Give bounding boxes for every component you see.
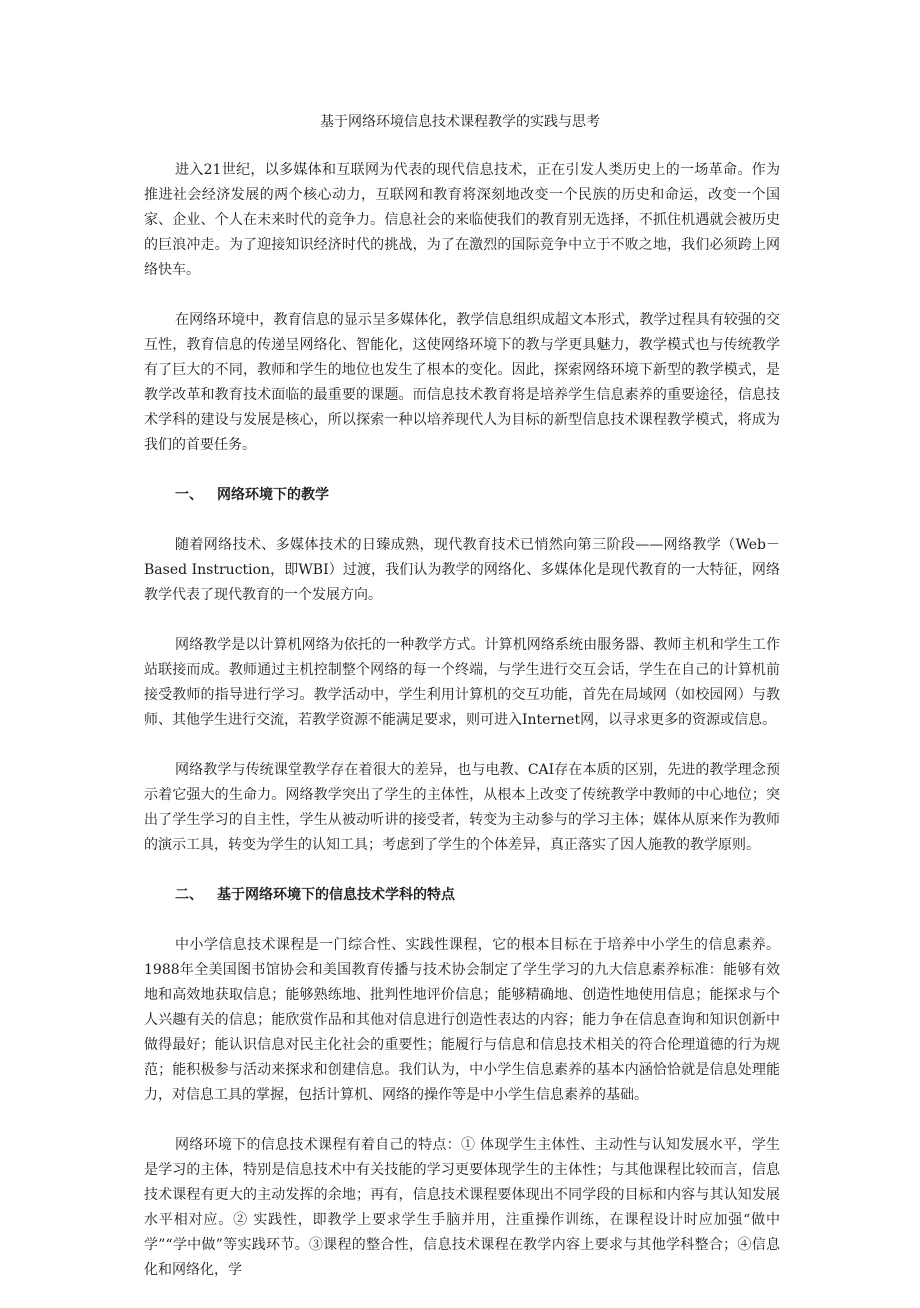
section-heading — [144, 483, 780, 508]
section-paragraph: 随着网络技术、多媒体技术的日臻成熟，现代教育技术已悄然向第三阶段——网络教学（Web－Based Instruction，即WBI）过渡，我们认为教学的网络化、多媒体化是现代教育的一大特征，网络教学代表了现代教育的一个发展方向。 — [144, 537, 780, 603]
document-body — [144, 158, 780, 1308]
section-number: 二、 — [175, 887, 203, 903]
section-title: 基于网络环境下的信息技术学科的特点 — [217, 887, 455, 903]
intro-paragraph: 进入21世纪，以多媒体和互联网为代表的现代信息技术，正在引发人类历史上的一场革命。作为推进社会经济发展的两个核心动力，互联网和教育将深刻地改变一个民族的历史和命运，改变一个国家、企业、个人在未来时代的竞争力。信息社会的来临使我们的教育别无选择，不抓住机遇就会被历史的巨浪冲走。为了迎接知识经济时代的挑战，为了在激烈的国际竞争中立于不败之地，我们必须跨上网络快车。 — [144, 162, 780, 278]
section-paragraph: 中小学信息技术课程是一门综合性、实践性课程，它的根本目标在于培养中小学生的信息素养。1988年全美国图书馆协会和美国教育传播与技术协会制定了学生学习的九大信息素养标准：能够有效地和高效地获取信息；能够熟练地、批判性地评价信息；能够精确地、创造性地使用信息；能探求与个人兴趣有关的信息；能欣赏作品和其他对信息进行创造性表达的内容；能力争在信息查询和知识创新中做得最好；能认识信息对民主化社会的重要性；能履行与信息和信息技术相关的符合伦理道德的行为规范；能积极参与活动来探求和创建信息。我们认为，中小学生信息素养的基本内涵恰恰就是信息处理能力，对信息工具的掌握，包括计算机、网络的操作等是中小学生信息素养的基础。 — [144, 937, 780, 1103]
section-paragraph: 网络环境下的信息技术课程有着自己的特点：① 体现学生主体性、主动性与认知发展水平，学生是学习的主体，特别是信息技术中有关技能的学习更要体现学生的主体性；与其他课程比较而言，信息技术课程有更大的主动发挥的余地；再有，信息技术课程要体现出不同学段的目标和内容与其认知发展水平相对应。② 实践性，即教学上要求学生手脑并用，注重操作训练，在课程设计时应加强“做中学”“学中做”等实践环节。③课程的整合性，信息技术课程在教学内容上要求与其他学科整合；④信息化和网络化，学 — [144, 1137, 780, 1278]
intro-paragraph: 在网络环境中，教育信息的显示呈多媒体化，教学信息组织成超文本形式，教学过程具有较强的交互性，教育信息的传递呈网络化、智能化，这使网络环境下的教与学更具魅力，教学模式也与传统教学有了巨大的不同，教师和学生的地位也发生了根本的变化。因此，探索网络环境下新型的教学模式，是教学改革和教育技术面临的最重要的课题。而信息技术教育将是培养学生信息素养的重要途径，信息技术学科的建设与发展是核心，所以探索一种以培养现代人为目标的新型信息技术课程教学模式，将成为我们的首要任务。 — [144, 312, 780, 453]
section-heading — [144, 883, 780, 908]
section-paragraph: 网络教学是以计算机网络为依托的一种教学方式。计算机网络系统由服务器、教师主机和学生工作站联接而成。教师通过主机控制整个网络的每一个终端，与学生进行交互会话，学生在自己的计算机前接受教师的指导进行学习。教学活动中，学生利用计算机的交互功能，首先在局域网（如校园网）与教师、其他学生进行交流，若教学资源不能满足要求，则可进入Internet网，以寻求更多的资源或信息。 — [144, 637, 780, 728]
document-title: 基于网络环境信息技术课程教学的实践与思考 — [320, 114, 600, 130]
section-title: 网络环境下的教学 — [217, 487, 329, 503]
section-number: 一、 — [175, 487, 203, 503]
section-paragraph: 网络教学与传统课堂教学存在着很大的差异，也与电教、CAI存在本质的区别，先进的教学理念预示着它强大的生命力。网络教学突出了学生的主体性，从根本上改变了传统教学中教师的中心地位；突出了学生学习的自主性，学生从被动听讲的接受者，转变为主动参与的学习主体；媒体从原来作为教师的演示工具，转变为学生的认知工具；考虑到了学生的个体差异，真正落实了因人施教的教学原则。 — [144, 762, 780, 853]
